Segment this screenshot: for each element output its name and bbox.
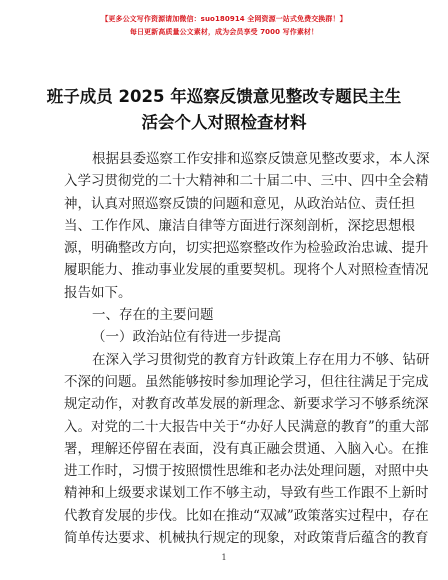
intro-line: 入学习贯彻党的二十大精神和二十届二中、三中、四中全会精 (64, 173, 429, 190)
paragraph-line: 代教育发展的步伐。比如在推动“双减”政策落实过程中，存在 (64, 507, 429, 524)
document-body (64, 148, 430, 549)
intro-line: 根据县委巡察工作安排和巡察反馈意见整改要求，本人深 (92, 151, 430, 167)
document-title (40, 84, 408, 136)
paragraph-line: 在深入学习贯彻党的教育方针政策上存在用力不够、钻研 (92, 351, 430, 368)
promo-banner-line2: 每日更新高质量公文素材，成为会员享受 7000 写作素材！ (129, 28, 319, 36)
paragraph-line: 进工作时，习惯于按照惯性思维和老办法处理问题，对照中央 (64, 463, 429, 480)
title-line-2: 活会个人对照检查材料 (141, 113, 307, 132)
paragraph-line: 入。对党的二十大报告中关于“办好人民满意的教育”的重大部 (64, 418, 429, 435)
intro-line: 报告如下。 (64, 284, 132, 301)
paragraph-line: 简单传达要求、机械执行规定的现象，对政策背后蕴含的教育 (64, 530, 429, 547)
intro-line: 履职能力、推动事业发展的重要契机。现将个人对照检查情况 (64, 262, 429, 279)
paragraph-line: 不深的问题。虽然能够按时参加理论学习，但往往满足于完成 (64, 373, 429, 390)
title-line-1: 班子成员 2025 年巡察反馈意见整改专题民主生 (46, 87, 402, 106)
paragraph-line: 规定动作，对教育改革发展的新理念、新要求学习不够系统深 (64, 396, 429, 413)
intro-line: 当、工作作风、廉洁自律等方面进行深刻剖析，深挖思想根 (64, 217, 415, 234)
page-number: 1 (221, 553, 227, 562)
intro-line: 神，认真对照巡察反馈的问题和意见，从政治站位、责任担 (64, 195, 415, 212)
subsection-heading: （一）政治站位有待进一步提高 (92, 329, 281, 346)
paragraph-line: 署，理解还停留在表面，没有真正融会贯通、入脑入心。在推 (64, 440, 429, 457)
intro-line: 源，明确整改方向，切实把巡察整改作为检验政治忠诚、提升 (64, 240, 429, 257)
paragraph-line: 精神和上级要求谋划工作不够主动，导致有些工作跟不上新时 (64, 485, 429, 502)
promo-banner-line1: 【更多公文写作资源请加微信：suo180914 全网资源一站式免费交换群！】 (101, 15, 347, 23)
section-heading: 一、存在的主要问题 (92, 307, 214, 324)
